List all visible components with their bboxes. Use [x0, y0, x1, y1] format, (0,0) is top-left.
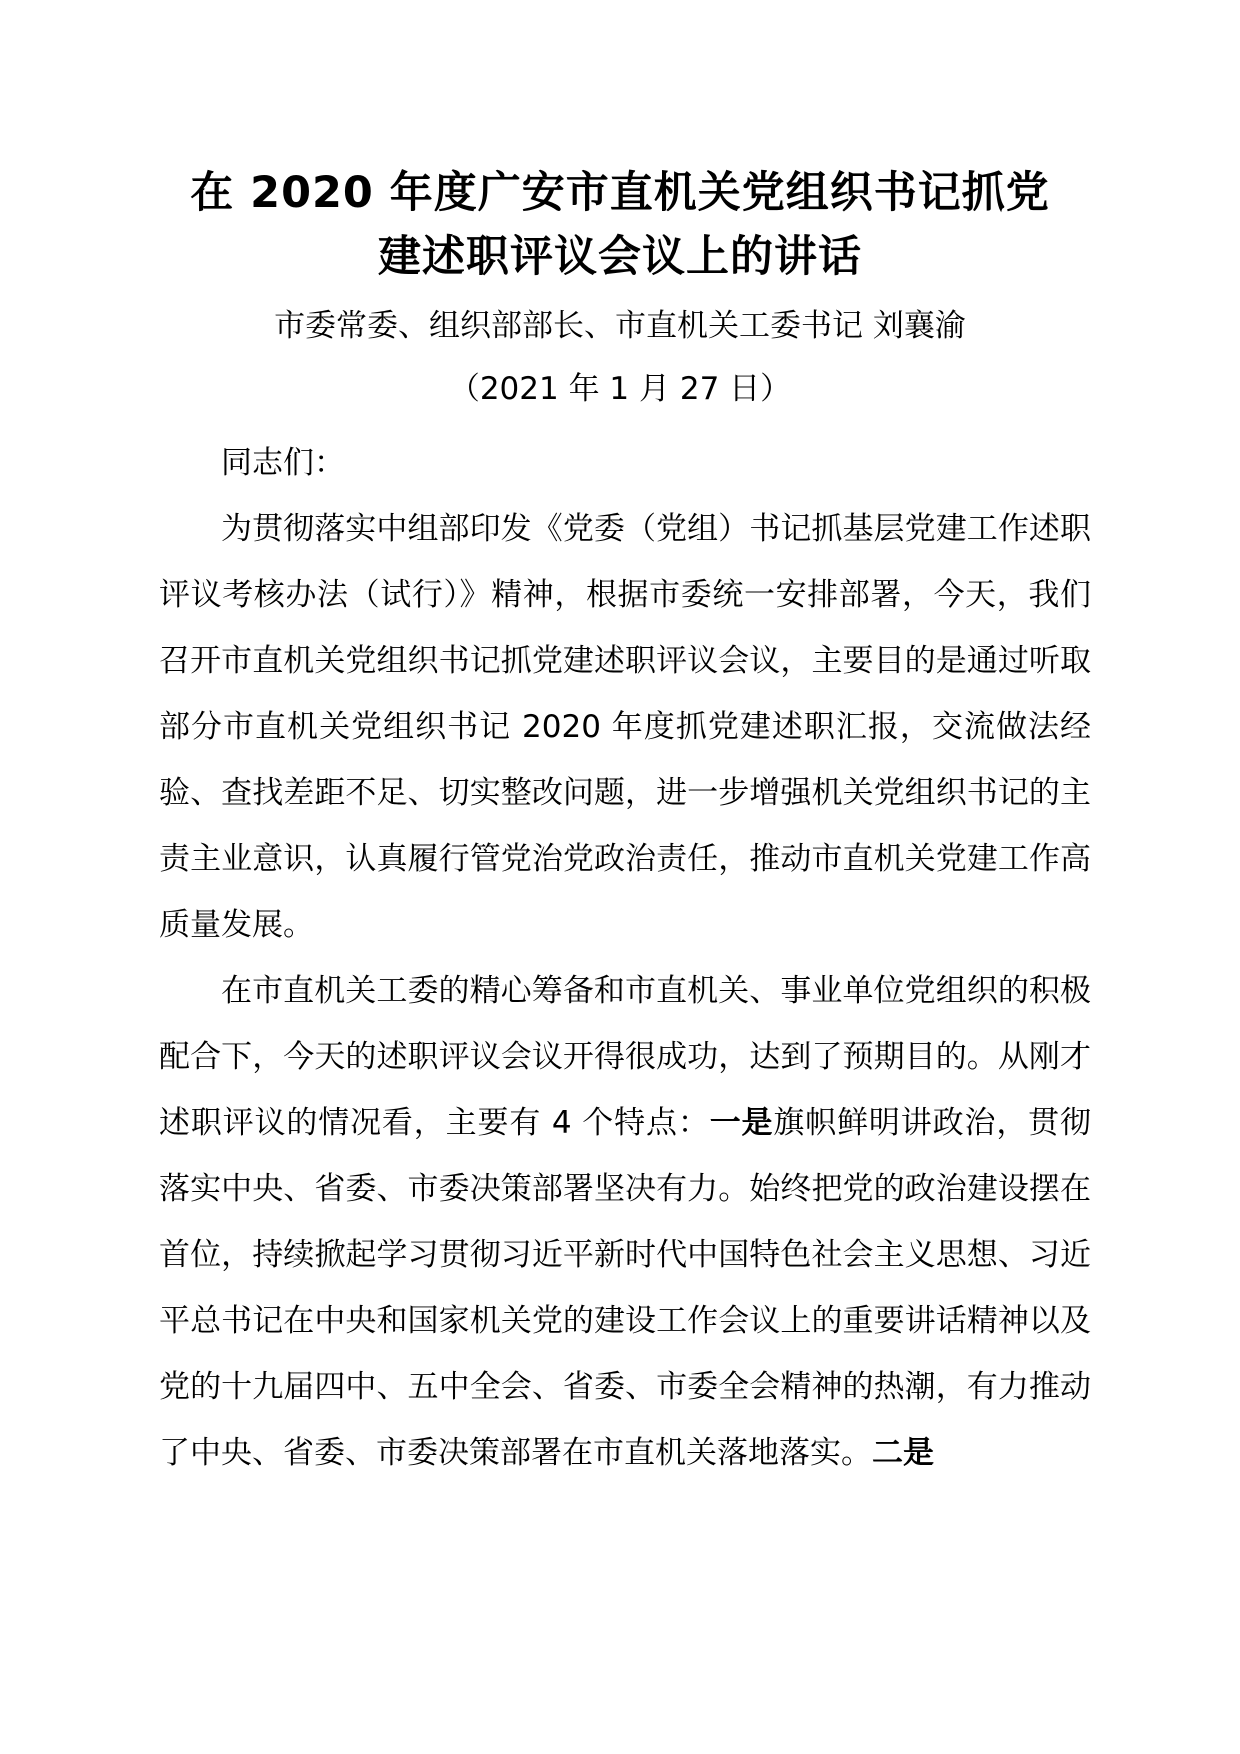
point-marker-one: 一是: [709, 1105, 774, 1141]
document-title-line-2: 建述职评议会议上的讲话: [378, 232, 862, 282]
paragraph-1: 为贯彻落实中组部印发《党委（党组）书记抓基层党建工作述职评议考核办法（试行）》精神，根据市委统一安排部署，今天，我们召开市直机关党组织书记抓党建述职评议会议，主要目的是通过听取部分市直机关党组织书记 2020 年度抓党建述职汇报，交流做法经验、查找差距不足、切实整改问题，进一步增强机关党组织书记的主责主业意识，认真履行管党治党政治责任，推动市直机关党建工作高质量发展。: [159, 511, 1091, 943]
document-title-line-1: 在 2020 年度广安市直机关党组织书记抓党: [190, 168, 1050, 218]
paragraph-2-segment: 在市直机关工委的精心筹备和市直机关、事业单位党组织的积极配合下，今天的述职评议会议开得很成功，达到了预期目的。从刚才述职评议的情况看，主要有 4 个特点：: [159, 973, 1091, 1141]
paragraph-2-segment: 旗帜鲜明讲政治，贯彻落实中央、省委、市委决策部署坚决有力。始终把党的政治建设摆在首位，持续掀起学习贯彻习近平新时代中国特色社会主义思想、习近平总书记在中央和国家机关党的建设工作会议上的重要讲话精神以及党的十九届四中、五中全会、省委、市委全会精神的热潮，有力推动了中央、省委、市委决策部署在市直机关落地落实。: [159, 1105, 1092, 1471]
author-line: 市委常委、组织部部长、市直机关工委书记 刘襄渝: [274, 308, 966, 344]
salutation: 同志们：: [221, 445, 345, 481]
paragraph-2: [159, 958, 1091, 1486]
document-body: [159, 430, 1091, 1486]
point-marker-two: 二是: [872, 1435, 934, 1471]
speech-date: （2021 年 1 月 27 日）: [448, 371, 792, 407]
